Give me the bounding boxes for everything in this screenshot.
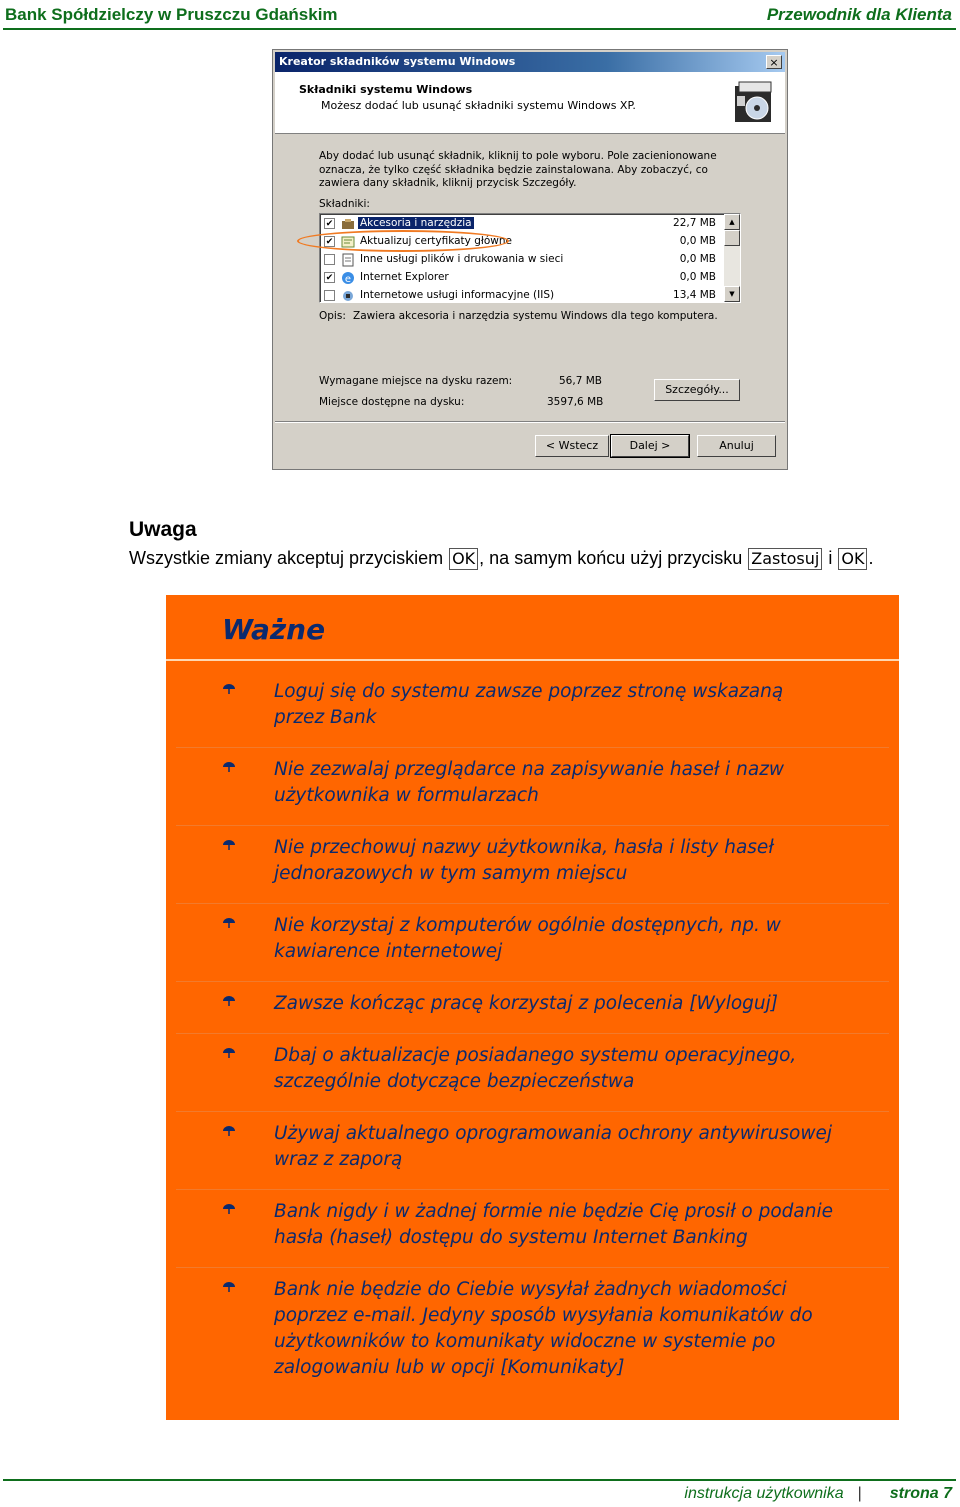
components-list[interactable]: [319, 213, 741, 303]
list-item[interactable]: [322, 287, 722, 303]
component-name: Inne usługi plików i drukowania w sieci: [360, 253, 564, 265]
important-title-rule: [166, 659, 899, 661]
scroll-down-icon[interactable]: ▼: [724, 286, 740, 302]
checkbox[interactable]: [324, 290, 335, 301]
required-space-value: 56,7 MB: [559, 375, 602, 387]
ok-key-label: OK: [838, 548, 867, 570]
dialog-subheading: Możesz dodać lub usunąć składniki systemu Windows XP.: [321, 99, 636, 112]
important-item-text: Nie korzystaj z komputerów ogólnie dostępnych, np. w kawiarence internetowej: [274, 915, 781, 962]
checkbox[interactable]: [324, 254, 335, 265]
component-name: Internet Explorer: [360, 271, 449, 283]
header-bank-name: Bank Spółdzielczy w Pruszczu Gdańskim: [5, 5, 338, 24]
item-divider: [176, 1033, 889, 1034]
back-button[interactable]: < Wstecz: [535, 435, 609, 457]
umbrella-bullet-icon: [222, 1281, 236, 1293]
highlight-oval: [297, 230, 509, 252]
header-guide-title: Przewodnik dla Klienta: [766, 5, 952, 24]
umbrella-bullet-icon: [222, 761, 236, 773]
item-divider: [176, 1189, 889, 1190]
component-size: 13,4 MB: [673, 289, 716, 301]
available-space-label: Miejsce dostępne na dysku:: [319, 396, 465, 408]
windows-components-dialog: [272, 49, 788, 470]
components-label: Składniki:: [319, 198, 370, 210]
item-divider: [176, 903, 889, 904]
dialog-titlebar: [275, 52, 785, 72]
important-item-text: Bank nie będzie do Ciebie wysyłał żadnych wiadomości poprzez e-mail. Jedyny sposób wysyłania komunikatów do użytkowników to komunikaty widoczne w systemie po zalogowaniu lub w opcji [Komunikaty]: [274, 1279, 813, 1378]
required-space-label: Wymagane miejsce na dysku razem:: [319, 375, 513, 387]
list-scrollbar[interactable]: [724, 214, 740, 302]
note-text-part: .: [868, 548, 874, 568]
note-text-part: , na samym końcu użyj przycisku: [479, 548, 748, 568]
note-text-part: i: [823, 548, 838, 568]
description-label: Opis:: [319, 310, 346, 322]
footer-separator: |: [857, 1485, 862, 1502]
important-item-text: Bank nigdy i w żadnej formie nie będzie Cię prosił o podanie hasła (haseł) dostępu do systemu Internet Banking: [274, 1201, 833, 1248]
important-item-text: Loguj się do systemu zawsze poprzez stronę wskazaną przez Bank: [274, 681, 784, 728]
item-divider: [176, 1267, 889, 1268]
important-item-text: Nie zezwalaj przeglądarce na zapisywanie haseł i nazw użytkownika w formularzach: [274, 759, 785, 806]
note-text-part: Wszystkie zmiany akceptuj przyciskiem: [129, 548, 449, 568]
scroll-up-icon[interactable]: ▲: [724, 214, 740, 230]
checkbox[interactable]: ✔: [325, 237, 334, 247]
checkbox[interactable]: ✔: [325, 273, 334, 283]
apply-key-label: Zastosuj: [748, 548, 822, 570]
umbrella-bullet-icon: [222, 1203, 236, 1215]
ok-key-label: OK: [449, 548, 478, 570]
header-rule: [3, 28, 956, 30]
important-item-text: Zawsze kończąc pracę korzystaj z polecenia [Wyloguj]: [274, 993, 778, 1014]
component-size: 0,0 MB: [679, 253, 716, 265]
component-name: Akcesoria i narzędzia: [360, 217, 472, 229]
list-item[interactable]: [322, 269, 722, 287]
iis-icon: [341, 289, 355, 303]
item-divider: [176, 747, 889, 748]
umbrella-bullet-icon: [222, 683, 236, 695]
scroll-thumb[interactable]: [724, 230, 740, 246]
dialog-heading: Składniki systemu Windows: [299, 83, 473, 96]
component-size: 0,0 MB: [679, 235, 716, 247]
important-box: [166, 595, 899, 1420]
dialog-window-title: Kreator składników systemu Windows: [279, 55, 516, 68]
cancel-button[interactable]: Anuluj: [697, 435, 776, 457]
footer: [684, 1485, 952, 1503]
umbrella-bullet-icon: [222, 1047, 236, 1059]
list-item[interactable]: [322, 251, 722, 269]
next-button[interactable]: Dalej >: [611, 435, 689, 457]
components-box-icon: [729, 78, 779, 128]
important-item-text: Nie przechowuj nazwy użytkownika, hasła i listy haseł jednorazowych w tym samym miejscu: [274, 837, 774, 884]
available-space-value: 3597,6 MB: [547, 396, 604, 408]
note-text: [129, 548, 873, 570]
umbrella-bullet-icon: [222, 917, 236, 929]
important-item-text: Używaj aktualnego oprogramowania ochrony antywirusowej wraz z zaporą: [274, 1123, 832, 1170]
important-title: Ważne: [222, 613, 326, 646]
close-icon[interactable]: ×: [766, 55, 782, 69]
note-title: Uwaga: [129, 518, 197, 541]
svg-text:e: e: [344, 274, 352, 285]
description-text: Zawiera akcesoria i narzędzia systemu Windows dla tego komputera.: [353, 310, 718, 322]
dialog-instructions: Aby dodać lub usunąć składnik, kliknij to pole wyboru. Pole zacienionowane oznacza, że tylko część składnika będzie zainstalowana. Aby zobaczyć, co zawiera dany składnik, kliknij przycisk Szczegóły.: [319, 150, 717, 189]
details-button[interactable]: Szczegóły...: [654, 379, 740, 401]
umbrella-bullet-icon: [222, 839, 236, 851]
checkbox[interactable]: ✔: [325, 219, 334, 229]
component-name: Aktualizuj certyfikaty główne: [360, 235, 512, 247]
internet-explorer-icon: [341, 271, 355, 285]
component-name: Internetowe usługi informacyjne (IIS): [360, 289, 555, 301]
tools-icon: [341, 217, 355, 231]
footer-rule: [3, 1479, 956, 1481]
item-divider: [176, 825, 889, 826]
item-divider: [176, 981, 889, 982]
umbrella-bullet-icon: [222, 995, 236, 1007]
important-item-text: Dbaj o aktualizacje posiadanego systemu operacyjnego, szczególnie dotyczące bezpieczeństwa: [274, 1045, 797, 1092]
item-divider: [176, 1111, 889, 1112]
umbrella-bullet-icon: [222, 1125, 236, 1137]
component-size: 22,7 MB: [673, 217, 716, 229]
component-size: 0,0 MB: [679, 271, 716, 283]
page-number: strona 7: [889, 1485, 952, 1502]
dialog-header-pane: [275, 72, 785, 134]
dialog-separator: [275, 421, 785, 423]
footer-label: instrukcja użytkownika: [684, 1485, 844, 1502]
file-print-icon: [341, 253, 355, 267]
